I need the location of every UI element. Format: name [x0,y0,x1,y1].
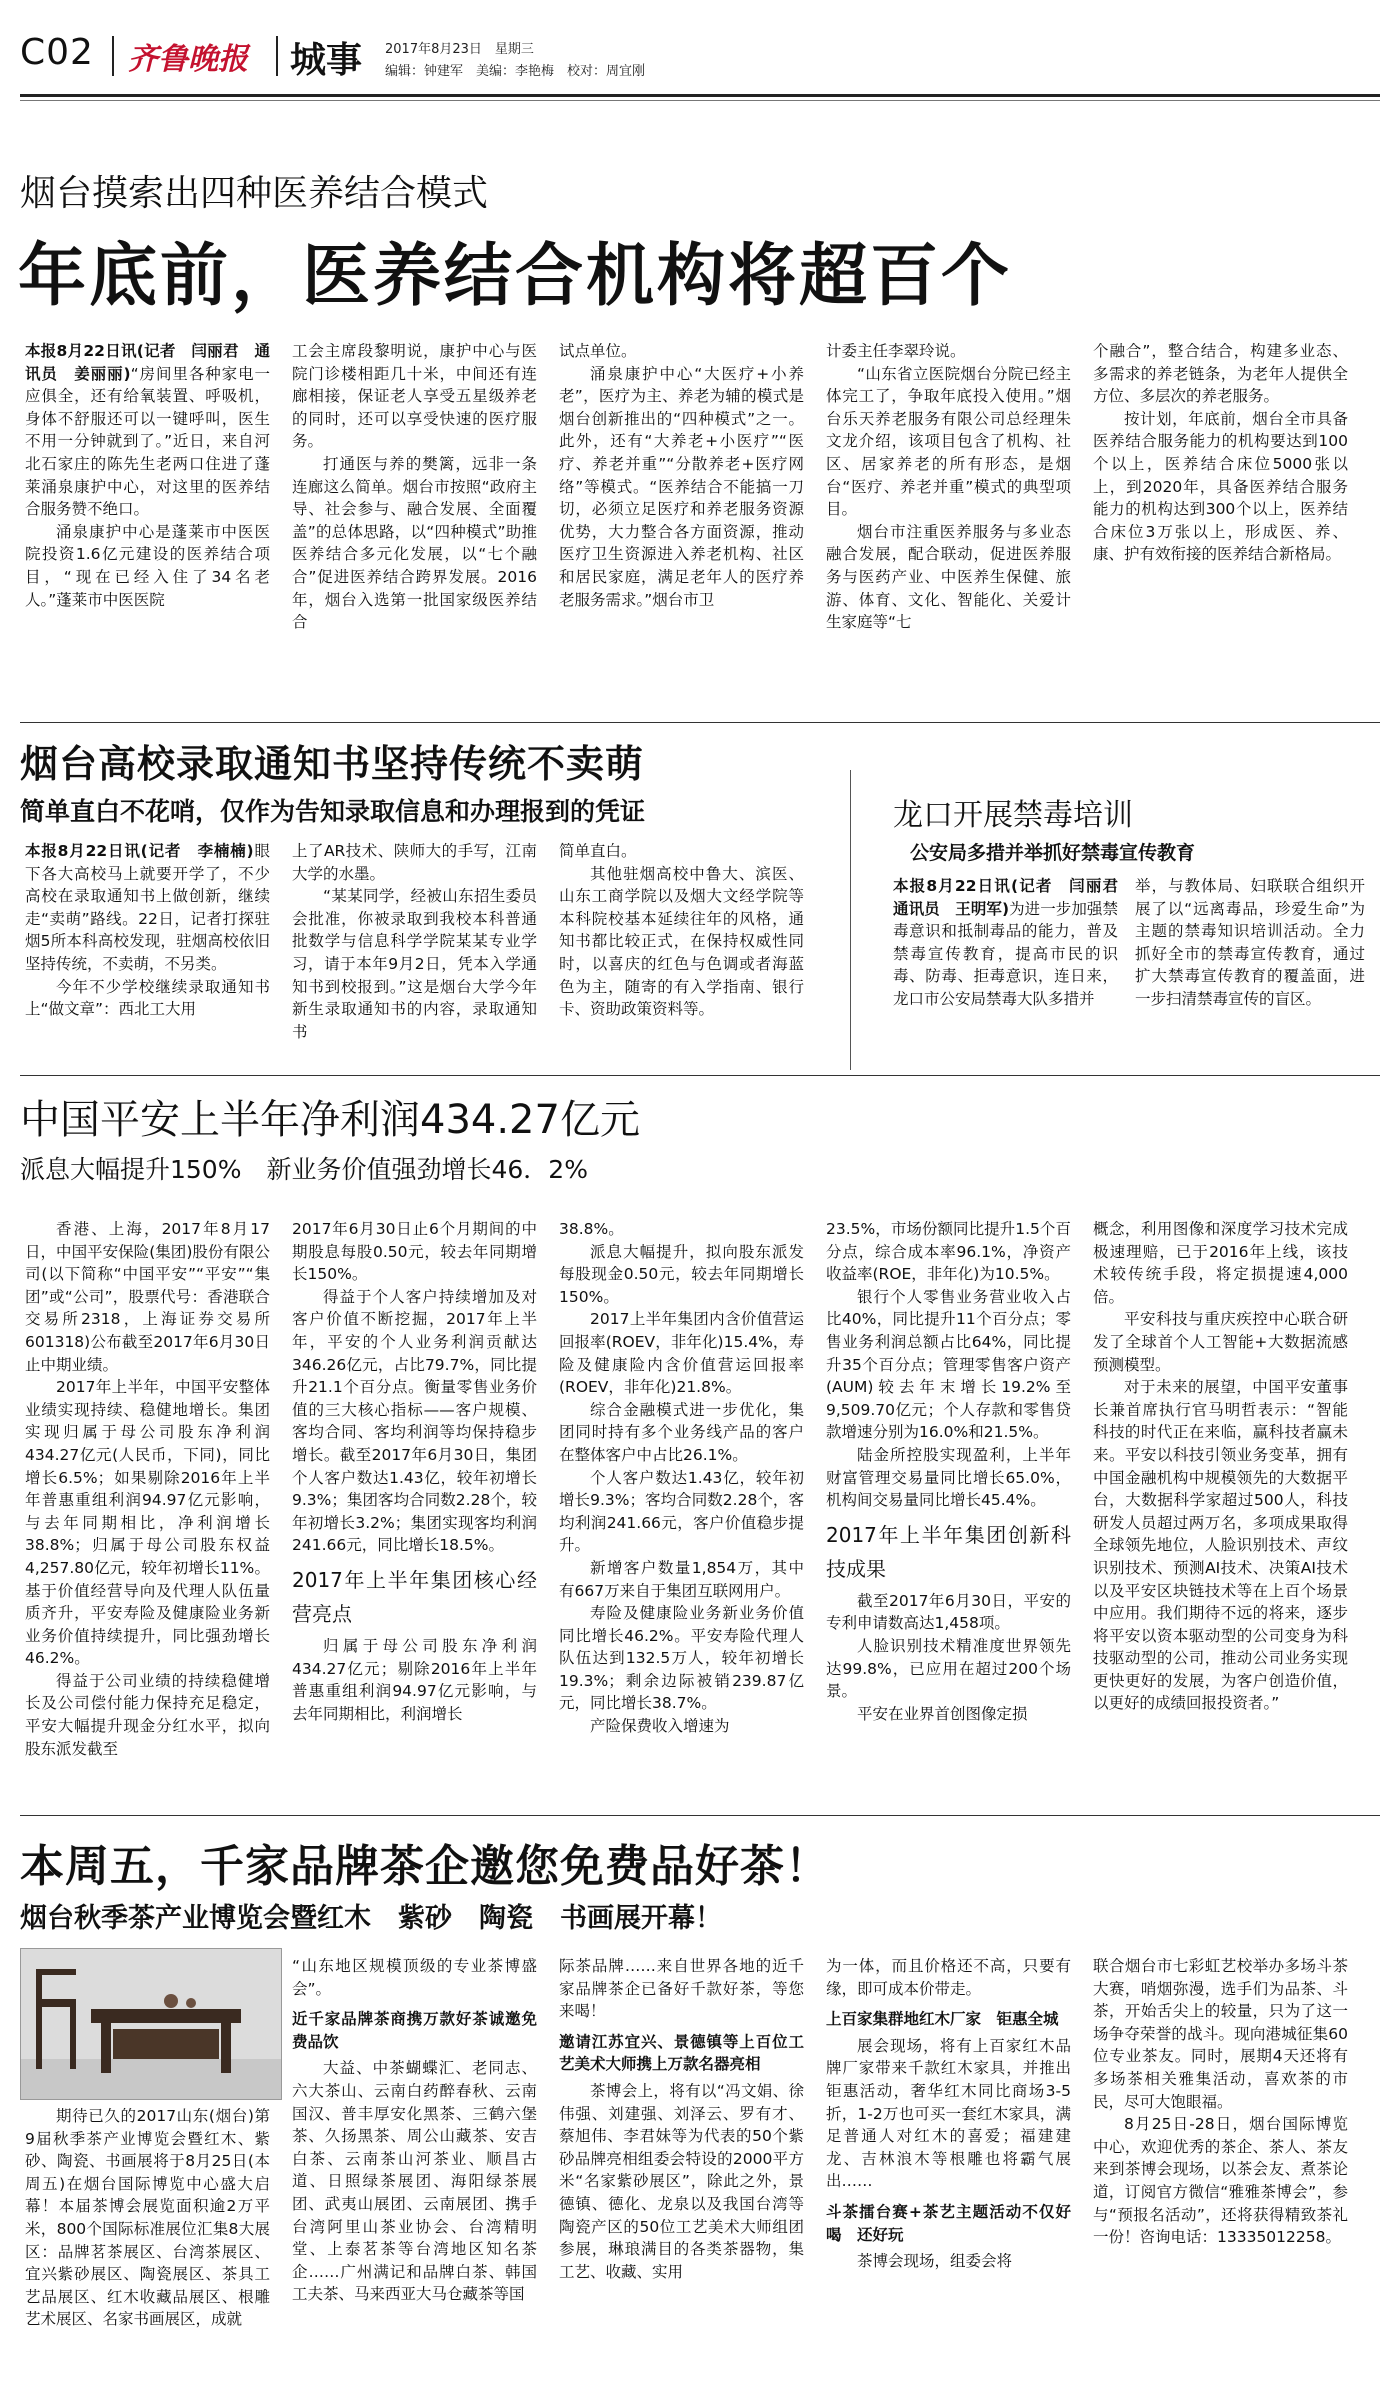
article2-paragraph: 简单直白。 [559,842,637,860]
article5-subheading: 斗茶擂台赛+茶艺主题活动不仅好喝 还好玩 [826,2202,1071,2244]
article4-paragraph: 个人客户数达1.43亿，较年初增长9.3%；客均合同数2.28个，客均利润241.66元，客户价值稳步提升。 [559,1468,804,1555]
section-name: 城事 [290,40,363,81]
article1-column-4 [826,340,1071,710]
article4-paragraph: 得益于个人客户持续增加及对客户价值不断挖掘，2017年上半年，平安的个人业务利润贡献达346.26亿元，占比79.7%，同比提升21.1个百分点。衡量零售业务价值的三大核心指标——客户规模、客均合同、客均利润等均保持稳步增长。截至2017年6月30日，集团个人客户数达1.43亿，较年初增长9.3%；集团客均合同数2.28个，较年初增长3.2%；集团实现客均利润241.66元，同比增长18.5%。 [292,1287,537,1555]
article2-paragraph: “某某同学，经被山东招生委员会批准，你被录取到我校本科普通批数学与信息科学学院某某专业学习，请于本年9月2日，凭本入学通知书到校报到。”这是烟台大学今年新生录取通知书的内容，录取通知书 [292,887,537,1041]
article5-paragraph: 8月25日-28日，烟台国际博览中心，欢迎优秀的茶企、茶人、茶友来到茶博会现场，以茶会友、煮茶论道，订阅官方微信“雅雅茶博会”，参与“预报名活动”，还将获得精致茶礼一份！咨询电话：13335012258。 [1093,2115,1348,2247]
article5-paragraph: 际茶品牌……来自世界各地的近千家品牌茶企已备好千款好茶，等您来喝！ [559,1957,804,2021]
article1-paragraph: 计委主任李翠玲说。 [826,342,966,360]
article4-column-5 [1093,1218,1348,1803]
section-divider [20,1815,1380,1816]
article1-column-2 [292,340,537,710]
article4-paragraph: 2017年6月30日止6个月期间的中期股息每股0.50元，较去年同期增长150%。 [292,1220,537,1284]
article5-paragraph: 期待已久的2017山东(烟台)第9届秋季茶产业博览会暨红木、紫砂、陶瓷、书画展将于8月25日(本周五)在烟台国际博览中心盛大启幕！本届茶博会展览面积逾2万平米，800个国际标准展位汇集8大展区：品牌茗茶展区、台湾茶展区、宜兴紫砂展区、陶瓷展区、茶具工艺品展区、红木收藏品展区、根雕艺术展区、名家书画展区，成就 [25,2107,270,2329]
article4-paragraph: 香港、上海，2017年8月17日，中国平安保险(集团)股份有限公司(以下简称“中国平安”“平安”“集团”或“公司”，股票代号：香港联合交易所2318，上海证券交易所601318)公布截至2017年6月30日止中期业绩。 [25,1220,270,1374]
editor-credits: 编辑：钟建军 美编：李艳梅 校对：周宜刚 [385,64,646,79]
article1-column-1 [25,340,270,710]
article4-paragraph: 对于未来的展望，中国平安董事长兼首席执行官马明哲表示：“智能科技的时代正在来临，赢科技者赢未来。平安以科技引领业务变革，拥有中国金融机构中规模领先的大数据平台，大数据科学家超过500人，科技研发人员超过两万名，多项成果取得全球领先地位，人脸识别技术、声纹识别技术、预测AI技术、决策AI技术以及平安区块链技术等在上百个场景中应用。我们期待不远的将来，逐步将平安以资本驱动型的公司变身为科技驱动型的公司，推动公司业务实现更快更好的发展，为客户创造价值，以更好的成绩回报投资者。” [1093,1378,1348,1713]
article4-headline: 中国平安上半年净利润434.27亿元 [20,1097,640,1143]
article2-paragraph: 上了AR技术、陕师大的手写，江南大学的水墨。 [292,842,537,883]
article2-column-2 [292,840,537,1065]
article2-headline: 烟台高校录取通知书坚持传统不卖萌 [20,742,645,786]
article2-dateline: 本报8月22日讯(记者 李楠楠) [25,842,254,860]
article5-paragraph: 为一体，而且价格还不高，只要有缘，即可成本价带走。 [826,1957,1071,1998]
article4-paragraph: 人脸识别技术精准度世界领先达99.8%，已应用在超过200个场景。 [826,1636,1071,1701]
article5-subhead: 烟台秋季茶产业博览会暨红木 紫砂 陶瓷 书画展开幕！ [20,1903,722,1934]
article4-paragraph: 产险保费收入增速为 [590,1717,730,1736]
tea-furniture-photo [20,1948,282,2100]
issue-date: 2017年8月23日 星期三 [385,42,534,57]
article5-paragraph: 茶博会现场，组委会将 [857,2252,1013,2271]
article5-paragraph: 大益、中茶蝴蝶汇、老同志、六大茶山、云南白药醉春秋、云南国汉、普丰厚安化黑茶、三鹤六堡茶、久扬黑茶、周公山藏茶、安吉白茶、云南茶山河茶业、顺昌古道、日照绿茶展团、海阳绿茶展团、武夷山展团、云南展团、携手台湾阿里山茶业协会、台湾精明堂、上泰茗茶等台湾地区知名茶企……广州满记和品牌白茶、韩国工夫茶、马来西亚大马仓藏茶等国 [292,2059,537,2304]
article5-paragraph: 展会现场，将有上百家红木品牌厂家带来千款红木家具，并推出钜惠活动，奢华红木同比商场3-5折，1-2万也可买一套红木家具，满足普通人对红木的喜爱；福建建龙、吉林浪木等根雕也将霸气展出…… [826,2036,1071,2191]
article1-column-5 [1093,340,1348,710]
article1-kicker: 烟台摸索出四种医养结合模式 [20,173,489,214]
article4-paragraph: 2017上半年集团内含价值营运回报率(ROEV，非年化)15.4%，寿险及健康险内含价值营运回报率(ROEV，非年化)21.8%。 [559,1310,804,1397]
article1-column-3 [559,340,804,710]
article4-paragraph: 平安科技与重庆疾控中心联合研发了全球首个人工智能+大数据流感预测模型。 [1093,1310,1348,1374]
article2-paragraph: 今年不少学校继续录取通知书上“做文章”：西北工大用 [25,977,270,1019]
article5-column-3 [559,1955,804,2385]
section-divider [20,1075,1380,1076]
article4-column-4 [826,1218,1071,1803]
article4-paragraph: 概念，利用图像和深度学习技术完成极速理赔，已于2016年上线，该技术较传统手段，将定损提速4,000倍。 [1093,1220,1348,1306]
article5-paragraph: 茶博会上，将有以“冯文娟、徐伟强、刘建强、刘泽云、罗有才、蔡旭伟、李君妹等为代表的50个紫砂品牌亮相组委会特设的2000平方米“名家紫砂展区”，除此之外，景德镇、德化、龙泉以及我国台湾等陶瓷产区的50位工艺美术大师组团参展，琳琅满目的各类茶器物，集工艺、收藏、实用 [559,2081,804,2281]
article1-headline: 年底前，医养结合机构将超百个 [18,237,1013,316]
article4-subheading: 2017年上半年集团核心经营亮点 [292,1567,537,1626]
article4-paragraph: 银行个人零售业务营业收入占比40%，同比提升11个百分点；零售业务利润总额占比64%，同比提升35个百分点；管理零售客户资产(AUM)较去年末增长19.2%至9,509.70亿元；个人存款和零售贷款增速分别为16.0%和21.5%。 [826,1287,1071,1442]
article4-column-2 [292,1218,537,1803]
article4-paragraph: 陆金所控股实现盈利，上半年财富管理交易量同比增长65.0%，机构间交易量同比增长45.4%。 [826,1445,1071,1510]
article2-paragraph: 眼下各大高校马上就要开学了，不少高校在录取通知书上做创新，继续走“卖萌”路线。22日，记者打探驻烟5所本科高校发现，驻烟高校依旧坚持传统，不卖萌，不另类。 [25,842,270,973]
article5-headline: 本周五，千家品牌茶企邀您免费品好茶！ [20,1841,830,1892]
article4-paragraph: 截至2017年6月30日，平安的专利申请数高达1,458项。 [826,1591,1071,1633]
article4-paragraph: 派息大幅提升，拟向股东派发每股现金0.50元，较去年同期增长150%。 [559,1242,804,1306]
article3-column-1 [893,875,1134,1060]
article5-column-4 [826,1955,1071,2385]
article2-column-3 [559,840,804,1065]
article1-paragraph: 涌泉康护中心是蓬莱市中医医院投资1.6亿元建设的医养结合项目，“现在已经入住了34名老人。”蓬莱市中医医院 [25,522,270,609]
article5-column-2 [292,1955,537,2385]
article5-subheading: 邀请江苏宜兴、景德镇等上百位工艺美术大师携上万款名器亮相 [559,2032,804,2074]
article4-paragraph: 新增客户数量1,854万，其中有667万来自于集团互联网用户。 [559,1558,804,1600]
section-divider [20,722,1380,723]
article3-paragraph: 举，与教体局、妇联联合组织开展了以“远离毒品，珍爱生命”为主题的禁毒知识培训活动。全力抓好全市的禁毒宣传教育，通过扩大禁毒宣传教育的覆盖面，进一步扫清禁毒宣传的盲区。 [1135,877,1365,1008]
article4-column-3 [559,1218,804,1803]
masthead-rule-thin [20,100,1380,101]
article3-subhead: 公安局多措并举抓好禁毒宣传教育 [910,842,1196,864]
article4-paragraph: 得益于公司业绩的持续稳健增长及公司偿付能力保持充足稳定，平安大幅提升现金分红水平，拟向股东派发截至 [25,1671,270,1758]
article4-paragraph: 归属于母公司股东净利润434.27亿元；剔除2016年上半年普惠重组利润94.97亿元影响，与去年同期相比，利润增长 [292,1636,537,1723]
vertical-divider [276,36,278,76]
article5-column-1 [25,2105,270,2385]
article2-paragraph: 其他驻烟高校中鲁大、滨医、山东工商学院以及烟大文经学院等本科院校基本延续往年的风格，通知书都比较正式，在保持权威性同时，以喜庆的红色与色调或者海蓝色为主，随寄的有入学指南、银行卡、资助政策资料等。 [559,864,804,1019]
article1-paragraph: “房间里各种家电一应俱全，还有给氧装置、呼吸机，身体不舒服还可以一键呼叫，医生不用一分钟就到了。”近日，来自河北石家庄的陈先生老两口住进了蓬莱涌泉康护中心，对这里的医养结合服务赞不绝口。 [25,364,270,519]
article4-paragraph: 平安在业界首创图像定损 [857,1704,1028,1723]
article4-column-1 [25,1218,270,1803]
article4-paragraph: 38.8%。 [559,1220,624,1238]
article1-paragraph: 按计划，年底前，烟台全市具备医养结合服务能力的机构要达到100个以上，医养结合床位5000张以上，到2020年，具备医养结合服务能力的机构达到300个以上，医养结合床位3万张以上，形成医、养、康、护有效衔接的医养结合新格局。 [1093,409,1348,564]
article1-paragraph: 烟台市注重医养服务与多业态融合发展，配合联动，促进医养服务与医药产业、中医养生保健、旅游、体育、文化、智能化、关爱计生家庭等“七 [826,522,1071,632]
article5-subheading: 近千家品牌茶商携万款好茶诚邀免费品饮 [292,2010,537,2051]
article5-column-5 [1093,1955,1348,2385]
vertical-divider [112,36,114,76]
article4-paragraph: 综合金融模式进一步优化，集团同时持有多个业务线产品的客户在整体客户中占比26.1%。 [559,1400,804,1464]
article2-column-1 [25,840,270,1065]
article1-paragraph: 涌泉康护中心“大医疗+小养老”，医疗为主、养老为辅的模式是烟台创新推出的“四种模式”之一。此外，还有“大养老+小医疗”“医疗、养老并重”“分散养老+医疗网络”等模式。“医养结合不能搞一刀切，必须立足医疗和养老服务资源优势，大力整合各方面资源，推动医疗卫生资源进入养老机构、社区和居民家庭，满足老年人的医疗养老服务需求。”烟台市卫 [559,364,804,609]
article5-paragraph: “山东地区规模顶级的专业茶博盛会”。 [292,1957,537,1998]
article4-paragraph: 23.5%，市场份额同比提升1.5个百分点，综合成本率96.1%，净资产收益率(ROE，非年化)为10.5%。 [826,1220,1071,1284]
article1-paragraph: 打通医与养的樊篱，远非一条连廊这么简单。烟台市按照“政府主导、社会参与、融合发展、全面覆盖”的总体思路，以“四种模式”助推医养结合多元化发展，以“七个融合”促进医养结合跨界发展。2016年，烟台入选第一批国家级医养结合 [292,454,537,632]
tea-table-illustration [21,1949,281,2099]
paper-logo: 齐鲁晚报 [128,42,248,77]
article4-paragraph: 2017年上半年，中国平安整体业绩实现持续、稳健地增长。集团实现归属于母公司股东净利润434.27亿元(人民币，下同)，同比增长6.5%；如果剔除2016年上半年普惠重组利润94.97亿元影响，与去年同期相比，净利润增长38.8%；归属于母公司股东权益4,257.80亿元，较年初增长11%。基于价值经营导向及代理人队伍量质齐升，平安寿险及健康险业务新业务价值持续提升，同比强劲增长46.2%。 [25,1378,270,1668]
article4-subheading: 2017年上半年集团创新科技成果 [826,1522,1071,1581]
article5-paragraph: 联合烟台市七彩虹艺校举办多场斗茶大赛，哨烟弥漫，选手们为品茶、斗茶，开始舌尖上的较量，只为了这一场争夺荣誉的战斗。现向港城征集60位专业茶友。同时，展期4天还将有多场茶相关雅集活动，喜欢茶的市民，尽可大饱眼福。 [1093,1957,1348,2111]
article3-column-2 [1135,875,1365,1060]
article1-paragraph: 工会主席段黎明说，康护中心与医院门诊楼相距几十米，中间还有连廊相接，保证老人享受五星级养老的同时，还可以享受快速的医疗服务。 [292,342,537,451]
article1-paragraph: “山东省立医院烟台分院已经主体完工了，争取年底投入使用。”烟台乐天养老服务有限公司总经理朱文龙介绍，该项目包含了机构、社区、居家养老的所有形态，是烟台“医疗、养老并重”模式的典型项目。 [826,364,1071,519]
article5-subheading: 上百家集群地红木厂家 钜惠全城 [826,2010,1059,2029]
article3-dateline: 本报8月22日讯(记者 闫丽君 通讯员 王明军) [893,877,1134,918]
article3-headline: 龙口开展禁毒培训 [893,798,1133,833]
article3-paragraph: 为进一步加强禁毒意识和抵制毒品的能力，普及禁毒宣传教育，提高市民的识毒、防毒、拒毒意识，连日来，龙口市公安局禁毒大队多措并 [893,899,1118,1008]
masthead [20,18,1380,98]
masthead-rule [20,94,1380,97]
page-number: C02 [20,32,94,73]
article1-paragraph: 试点单位。 [559,342,637,360]
article2-subhead: 简单直白不花哨，仅作为告知录取信息和办理报到的凭证 [20,797,646,826]
article1-paragraph: 个融合”，整合结合，构建多业态、多需求的养老链条，为老年人提供全方位、多层次的养老服务。 [1093,342,1348,406]
article1-dateline: 本报8月22日讯(记者 闫丽君 通讯员 姜丽丽) [25,342,270,383]
article4-paragraph: 寿险及健康险业务新业务价值同比增长46.2%。平安寿险代理人队伍达到132.5万人，较年初增长19.3%；剩余边际被销239.87亿元，同比增长38.7%。 [559,1604,804,1713]
article4-subhead: 派息大幅提升150% 新业务价值强劲增长46．2% [20,1155,588,1184]
